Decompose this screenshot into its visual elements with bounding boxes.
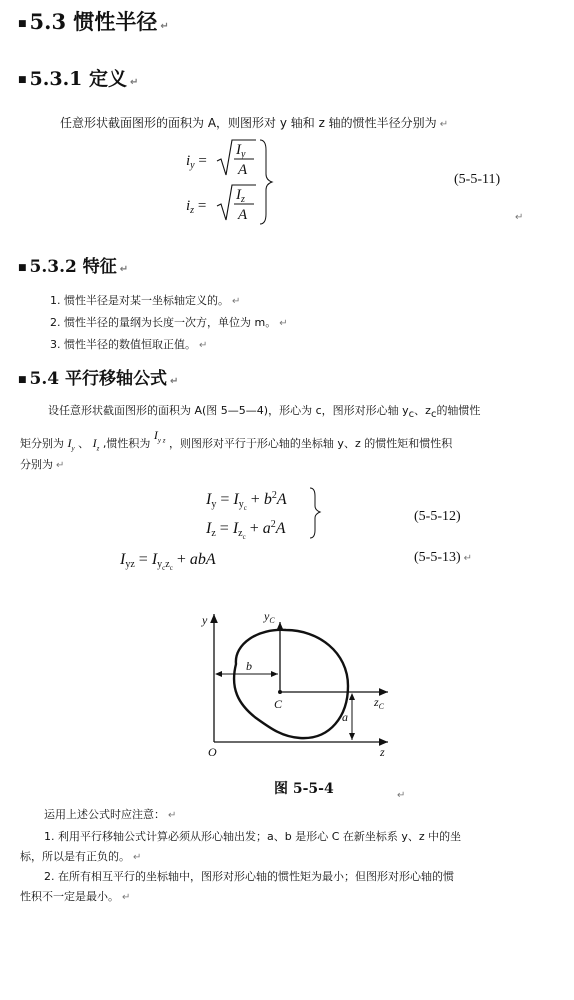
label-O: O (208, 745, 217, 759)
eq-iy-num: $I_y$ (236, 142, 246, 160)
list-item: 1. 惯性半径是对某一坐标轴定义的。 ↵ (50, 294, 241, 307)
eq-number-5-5-12: (5-5-12) (414, 509, 461, 524)
label-b: b (246, 659, 252, 673)
eq-iz-lhs: $i_z$ = (186, 198, 207, 216)
inline-math-iyz: $I_{y z}$ (153, 428, 166, 445)
eq-iz-num: $I_z$ (236, 187, 245, 205)
paragraph-mark: ↵ (160, 21, 169, 32)
definition-heading-text: 5.3.1 定义 (29, 68, 128, 90)
eq-Iyz: Iyz = Iyczc + abA (120, 551, 216, 572)
list-item: 3. 惯性半径的数值恒取正值。 ↵ (50, 338, 208, 351)
right-brace (310, 488, 320, 538)
note-line: 2. 在所有相互平行的坐标轴中，图形对形心轴的惯性矩为最小；但图形对形心轴的惯 (44, 870, 454, 883)
bullet-icon: ■ (18, 374, 27, 385)
parallel-heading-text: 5.4 平行移轴公式 (29, 369, 168, 389)
bullet-icon: ■ (18, 75, 27, 85)
radius-equations (180, 136, 280, 228)
figure-caption: 图 5-5-4 (274, 781, 334, 797)
paragraph-mark: ↵ (130, 77, 139, 88)
definition-text-content: 任意形状截面图形的面积为 A，则图形对 y 轴和 z 轴的惯性半径分别为 (60, 116, 437, 130)
definition-heading (18, 64, 138, 91)
paragraph-mark: ↵ (119, 264, 129, 275)
parallel-axis-equations (110, 484, 330, 576)
label-a: a (342, 710, 348, 724)
right-brace (260, 140, 272, 224)
eq-iz-den: A (238, 207, 248, 223)
paragraph-mark: ↵ (515, 212, 524, 223)
paragraph-mark: ↵ (397, 790, 406, 801)
paragraph-mark: ↵ (439, 119, 449, 130)
parallel-heading (18, 364, 178, 389)
bullet-icon: ■ (18, 18, 27, 29)
label-zc: $z_C$ (374, 695, 385, 711)
bullet-icon: ■ (18, 262, 27, 273)
label-C: C (274, 697, 283, 711)
section-title: 5.3 惯性半径 (29, 9, 158, 34)
label-yc: $y_C$ (264, 609, 275, 625)
definition-text (60, 112, 448, 136)
eq-Iz: Iz = Izc + $a^2A$ (206, 519, 286, 541)
eq-number-5-5-11: (5-5-11) (454, 172, 501, 187)
features-heading-text: 5.3.2 特征 (29, 257, 117, 277)
note-line: 性积不一定是最小。 ↵ (20, 890, 131, 903)
note-line: 1. 利用平行移轴公式计算必须从形心轴出发；a、b 是形心 C 在新坐标系 y、z 中的坐 (44, 830, 462, 843)
section-heading (18, 6, 169, 36)
notes-intro: 运用上述公式时应注意： ↵ (44, 808, 177, 821)
label-y: y (202, 613, 208, 627)
parallel-para-line1: 设任意形状截面图形的面积为 A(图 5—5—4)，形心为 c，图形对形心轴 $y_c$、$z_c$的轴惯性 (48, 404, 481, 421)
section-outline (234, 630, 348, 738)
figure-5-5-4 (196, 604, 396, 760)
eq-number-5-5-13: (5-5-13) ↵ (414, 550, 473, 565)
note-line: 标，所以是有正负的。 ↵ (20, 850, 142, 863)
eq-Iy: Iy = Iyc + $b^2A$ (206, 490, 287, 512)
inline-math-iz: $I_z$ (92, 436, 100, 453)
list-item: 2. 惯性半径的量纲为长度一次方，单位为 m。 ↵ (50, 316, 288, 329)
label-z: z (380, 745, 385, 759)
paragraph-mark: ↵ (170, 376, 179, 387)
parallel-para-line2: 矩分别为 $I_y$ 、 $I_z$ ,惯性积为 $I_{y z}$ ，则图形对平行于形心轴的坐标轴 y、z 的惯性矩和惯性积 (20, 428, 453, 453)
inline-math-iy: $I_y$ (67, 436, 75, 453)
centroid-point (278, 690, 282, 694)
eq-iy-den: A (238, 162, 248, 178)
features-list (50, 290, 288, 356)
features-heading (18, 252, 128, 277)
parallel-para-line3: 分别为 ↵ (20, 458, 65, 471)
eq-iy-lhs: $i_y$ = (186, 153, 207, 171)
